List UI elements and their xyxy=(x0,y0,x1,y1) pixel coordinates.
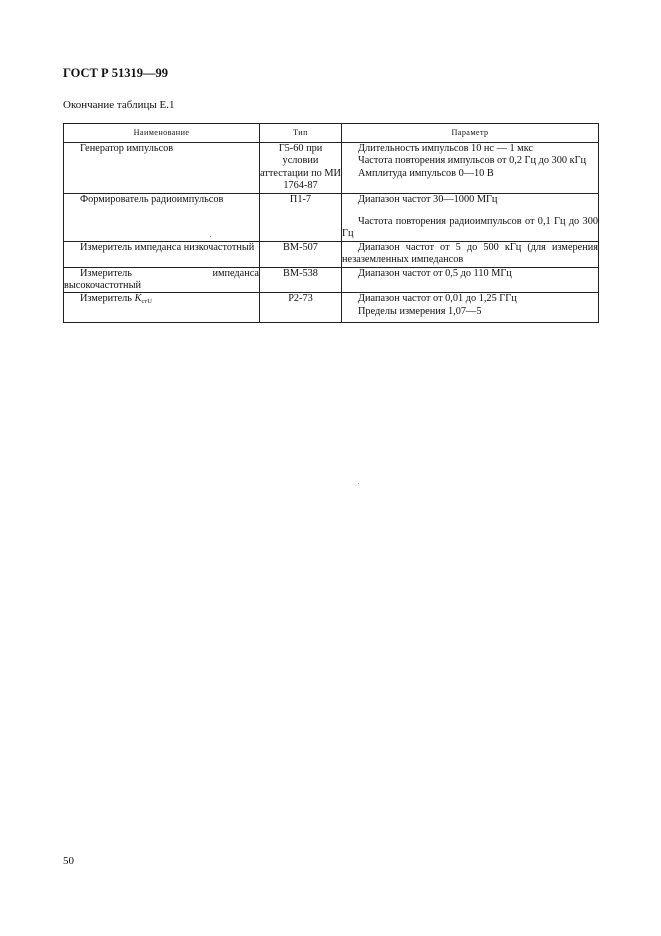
param-line: Диапазон частот от 0,01 до 1,25 ГГц xyxy=(358,293,517,305)
param-line: Частота повторения импульсов от 0,2 Гц до 300 кГц xyxy=(358,155,587,167)
row-name: Формирователь радиоимпульсов xyxy=(80,193,224,205)
param-line: Диапазон частот от 5 до 500 кГц (для измерения незаземленных импедансов xyxy=(342,241,598,266)
table-row xyxy=(64,143,599,194)
table-caption: Окончание таблицы Е.1 xyxy=(63,99,175,111)
header-parameter: Параметр xyxy=(342,124,599,143)
row-name-cell xyxy=(64,241,260,267)
row-params-cell xyxy=(342,293,599,323)
row-name: Измеритель импеданса высокочастотный xyxy=(64,267,259,292)
row-name-cell xyxy=(64,267,260,293)
row-type: Г5-60 при условии аттестации по МИ 1764-87 xyxy=(260,143,341,192)
page-number: 50 xyxy=(63,855,74,867)
table-row xyxy=(64,193,599,241)
row-name: Измеритель KстU xyxy=(80,293,152,306)
header-name: Наименование xyxy=(64,124,260,143)
row-params-cell xyxy=(342,241,599,267)
row-params-cell xyxy=(342,143,599,194)
row-name-cell xyxy=(64,293,260,323)
row-name: Генератор импульсов xyxy=(80,143,174,154)
row-params-cell xyxy=(342,193,599,241)
row-params-cell xyxy=(342,267,599,293)
row-type: ВМ-507 xyxy=(260,241,342,267)
row-name-cell xyxy=(64,193,260,241)
kst-symbol: K xyxy=(134,293,142,305)
param-line: Диапазон частот от 0,5 до 110 МГц xyxy=(358,267,512,279)
kst-symbol-subscript: стU xyxy=(141,298,152,306)
scan-speck xyxy=(210,236,211,237)
document-code: ГОСТ Р 51319—99 xyxy=(63,66,169,80)
row-type: П1-7 xyxy=(260,193,342,241)
row-type: Р2-73 xyxy=(260,293,342,323)
table-header-row xyxy=(64,124,599,143)
param-line: Длительность импульсов 10 нс — 1 мкс xyxy=(358,143,534,154)
row-name: Измеритель импеданса низкочастотный xyxy=(80,241,255,253)
table-row xyxy=(64,293,599,323)
param-line: Диапазон частот 30—1000 МГц xyxy=(358,193,498,205)
row-name-cell xyxy=(64,143,260,194)
row-type: ВМ-538 xyxy=(260,267,342,293)
table-row xyxy=(64,241,599,267)
header-type: Тип xyxy=(260,124,342,143)
equipment-table xyxy=(63,123,599,323)
param-line: Амплитуда импульсов 0—10 В xyxy=(358,167,494,179)
table-row xyxy=(64,267,599,293)
param-line: Пределы измерения 1,07—5 xyxy=(358,305,482,317)
param-line: Частота повторения радиоимпульсов от 0,1 Гц до 300 Гц xyxy=(342,216,598,240)
scan-speck xyxy=(358,483,359,484)
